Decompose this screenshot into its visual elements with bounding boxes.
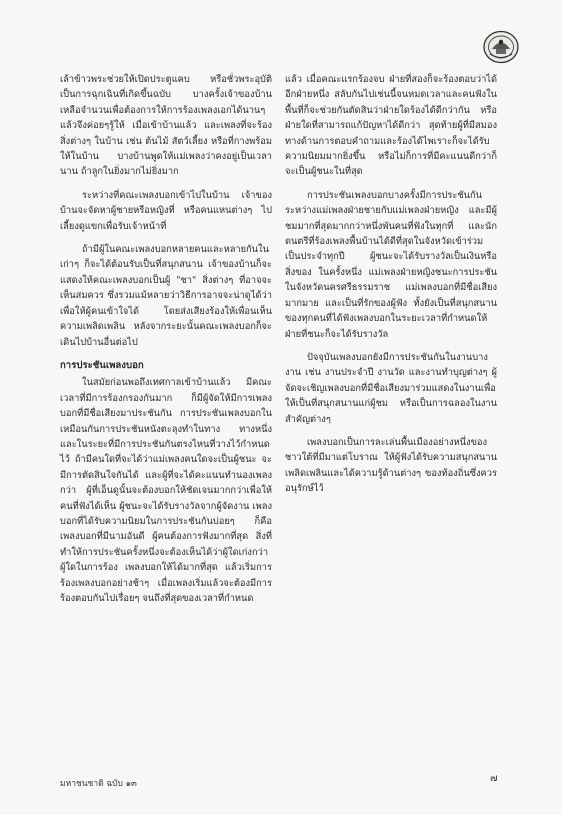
publication-footer: มหาชนชาติ ฉบับ ๑๓ <box>60 779 137 789</box>
left-paragraph-1: เล้าข้าวพระช่วยให้เปิดประตูแคบ หรือชั่วพระอุบัติ เป็นการฉุกเฉินที่เกิดขึ้นฉบับ บางครั้งเจ้าของบ้านเหลือจำนวนเพื่อต้องการให้การร้องเพลงเอกได้นานๆ แล้วจึงค่อยๆรู้ให้ เมื่อเข้าบ้านแล้ว และเพลงที่จะร้องสิ่งต่างๆ ในบ้าน เช่น ต้นไม้ สัตว์เลี้ยง หรือที่กางพร้อมให้ในบ้าน บางบ้านพูดให้แม่เพลงว่าคงอยู่เป็นเวลานาน ถ้าลูกในยิ่งมากไม่ยิ่งมาก <box>60 74 272 178</box>
right-paragraph-4: เพลงบอกเป็นการละเล่นพื้นเมืองอย่างหนึ่งของชาวใต้ที่มีมาแต่โบราณ ให้ผู้ฟังได้รับความสนุกสนานเพลิดเพลินและได้ความรู้ด้านต่างๆ ของท้องถิ่นซึ่งควรอนุรักษ์ไว้ <box>285 436 497 495</box>
right-paragraph-3: ปัจจุบันเพลงบอกยังมีการประชันกันในงานบางงาน เช่น งานประจำปี งานวัด และงานทำบุญต่างๆ ผู้จัดจะเชิญเพลงบอกที่มีชื่อเสียงมาร่วมแสดงในงานเพื่อให้เป็นที่สนุกสนานแก่ผู้ชม หรือเป็นการฉลองในงานสำคัญต่างๆ <box>285 351 497 425</box>
right-paragraph-1: แล้ว เมื่อคณะแรกร้องจบ ฝ่ายที่สองก็จะร้องตอบว่าได้อีกฝ่ายหนึ่ง สลับกันไปเช่นนี้จนหมดเวลาและคนฟังในพื้นที่ก็จะช่วยกันตัดสินว่าฝ่ายใดร้องได้ดีกว่ากัน หรือฝ่ายใดที่สามารถแก้ปัญหาได้ดีกว่า สุดท้ายผู้ที่มีสมองทางด้านการตอบคำถามและร้องได้ไพเราะก็จะได้รับความนิยมมากยิ่งขึ้น หรือไม่ก็การที่มีคะแนนดีกว่าก็จะเป็นผู้ชนะในที่สุด <box>285 74 497 178</box>
section-heading: การประชันเพลงบอก <box>60 359 144 371</box>
left-paragraph-2: ระหว่างที่คณะเพลงบอกเข้าไปในบ้าน เจ้าของบ้านจะจัดหาผู้ชายหรือหญิงที่ หรือคนแหนต่างๆ ไปเลี้ยงดูแขกเพื่อรับเจ้าหน้าที่ <box>60 189 272 232</box>
page-number: ๗ <box>490 773 498 784</box>
left-paragraph-3: ถ้ามีผู้ในคณะเพลงบอกหลายคนและหลายกันในเก่าๆ ก็จะได้ต้อนรับเป็นที่สนุกสนาน เจ้าของบ้านก็จะแสดงให้คณะเพลงบอกเป็นผู้ "ชา" สิ่งต่างๆ ที่อาจจะเห็นสมควร ซึ่งรวมแม้หลายว่าวิธีการอาจจะน่าดูได้ว่า เพื่อให้ผู้คนเข้าใจได้ โดยส่งเสียงร้องให้เพื่อนเห็นความเพลิดเพลิน หลังจากระยะนั้นคณะเพลงบอกก็จะเดินไปบ้านอื่นต่อไป <box>60 244 272 348</box>
left-paragraph-4: ในสมัยก่อนพอถึงเทศกาลเข้าบ้านแล้ว มีคณะเวลาที่มีการร้องกรองกันมาก ก็มีผู้จัดให้มีการเพลงบอกที่มีชื่อเสียงมาประชันกัน การประชันเพลงบอกในเหมือนกันการประชันหนังตะลุงทำในทาง ทางหนึ่งและในระยะที่มีการประชันกันตรงไหนที่วางไว้กำหนดไว้ ถ้ามีคนใดที่จะได้ว่าแม่เพลงคนใดจะเป็นผู้ชนะ จะมีการตัดสินใจกันได้ และผู้ที่จะได้คะแนนทำนองเพลงกว่า ผู้ที่เอ็นดูนั้นจะต้องบอกให้ชัดเจนมากกว่าเพื่อให้คนที่ฟังได้เห็น ผู้ชนะจะได้รับรางวัลจากผู้จัดงาน เพลงบอกที่ได้รับความนิยมในการประชันกันบ่อยๆ ก็คือเพลงบอกที่มีนามอันดี ผู้คนต้องการฟังมากที่สุด สิ่งที่ทำให้การประชันครั้งหนึ่งจะต้องเห็นได้ว่าผู้ใดเก่งกว่าผู้ใดในการร้อง เพลงบอกให้ได้มากที่สุด แล้วเริ่มการร้องเพลงบอกอย่างช้าๆ เมื่อเพลงเริ่มแล้วจะต้องมีการร้องตอบกันไปเรื่อยๆ จนถึงที่สุดของเวลาที่กำหนด <box>60 377 272 604</box>
right-column <box>285 72 497 497</box>
left-column <box>60 72 272 606</box>
right-paragraph-2: การประชันเพลงบอกบางครั้งมีการประชันกันระหว่างแม่เพลงฝ่ายชายกับแม่เพลงฝ่ายหญิง และมีผู้ชมมากที่สุดมากกว่าหนึ่งพันคนที่ฟังในทุกที่ และนักดนตรีที่ร้องเพลงพื้นบ้านได้ดีที่สุดในจังหวัดเข้าร่วมเป็นประจำทุกปี ผู้ชนะจะได้รับรางวัลเป็นเงินหรือสิ่งของ ในครั้งหนึ่ง แม่เพลงฝ่ายหญิงชนะการประชันในจังหวัดนครศรีธรรมราช แม่เพลงบอกที่มีชื่อเสียงมากมาย และเป็นที่รักของผู้ฟัง ทั้งยังเป็นที่สนุกสนานของทุกคนที่ได้ฟังเพลงบอกในระยะเวลาที่กำหนดให้ ฝ่ายที่ชนะก็จะได้รับรางวัล <box>285 189 497 340</box>
institution-seal-icon <box>482 30 520 64</box>
